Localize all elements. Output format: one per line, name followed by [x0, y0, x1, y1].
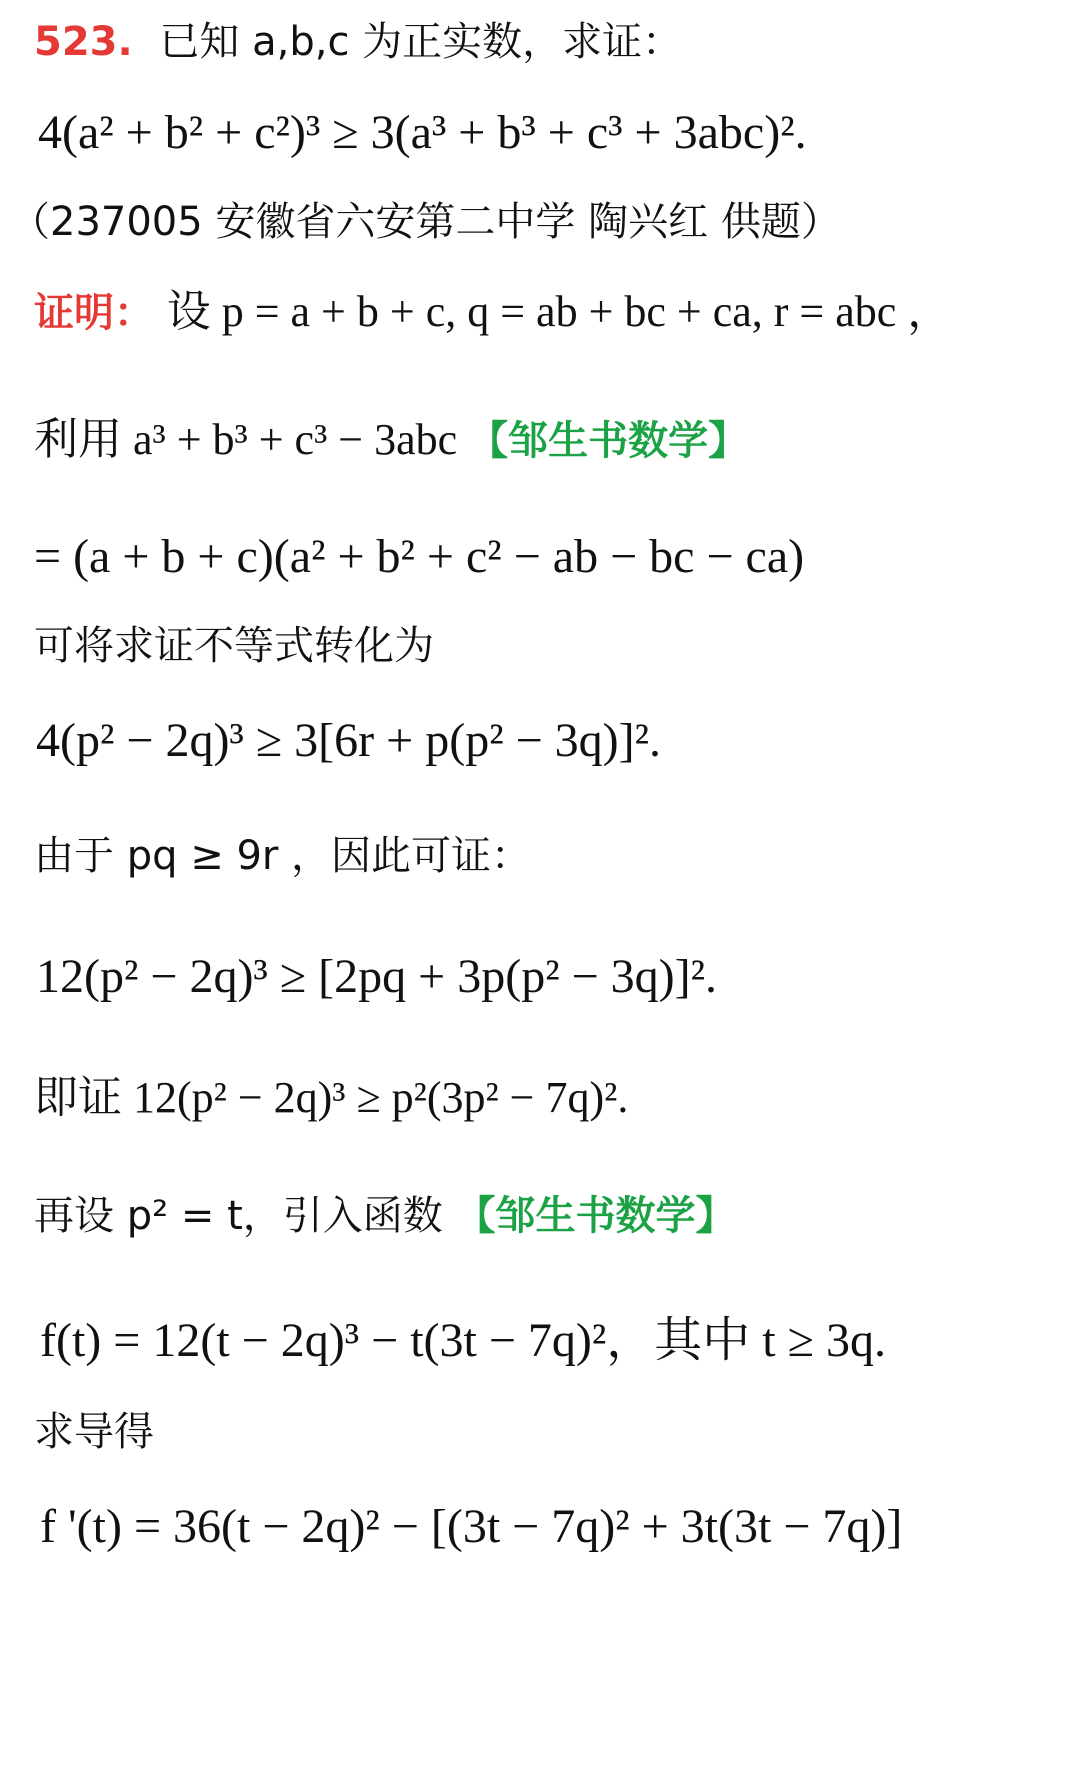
problem-header	[34, 18, 682, 66]
substitution-line	[34, 1192, 735, 1240]
substitution-text: 再设 p² = t，引入函数	[34, 1193, 456, 1239]
derivative-expression: f '(t) = 36(t − 2q)² − [(3t − 7q)² + 3t(3t − 7q)]	[40, 1500, 903, 1553]
problem-inequality: 4(a² + b² + c²)³ ≥ 3(a³ + b³ + c³ + 3abc)².	[38, 106, 807, 159]
since-text: 由于 pq ≥ 9r ，因此可证：	[34, 833, 532, 879]
identity-prefix: 利用 a³ + b³ + c³ − 3abc	[34, 415, 469, 464]
transformed-inequality: 4(p² − 2q)³ ≥ 3[6r + p(p² − 3q)]².	[36, 714, 662, 767]
proof-label: 证明：	[34, 290, 154, 336]
watermark-2: 【邹生书数学】	[455, 1193, 736, 1239]
problem-statement: 已知 a,b,c 为正实数，求证：	[159, 19, 683, 65]
function-definition: f(t) = 12(t − 2q)³ − t(3t − 7q)²，其中 t ≥ 3q.	[40, 1314, 886, 1367]
proof-intro: 设 p = a + b + c, q = ab + bc + ca, r = abc ，	[166, 287, 952, 336]
problem-number: 523.	[34, 19, 133, 65]
problem-source: （237005 安徽省六安第二中学 陶兴红 供题）	[10, 199, 841, 245]
factorization: = (a + b + c)(a² + b² + c² − ab − bc − ca)	[34, 530, 805, 583]
proof-intro-line	[34, 286, 951, 339]
derivative-text: 求导得	[34, 1409, 154, 1455]
watermark-1: 【邹生书数学】	[468, 418, 749, 464]
transform-text: 可将求证不等式转化为	[34, 623, 434, 669]
reduced-inequality: 12(p² − 2q)³ ≥ [2pq + 3p(p² − 3q)]².	[36, 950, 718, 1003]
equivalent-inequality: 即证 12(p² − 2q)³ ≥ p²(3p² − 7q)².	[34, 1073, 629, 1122]
identity-line	[34, 414, 748, 467]
